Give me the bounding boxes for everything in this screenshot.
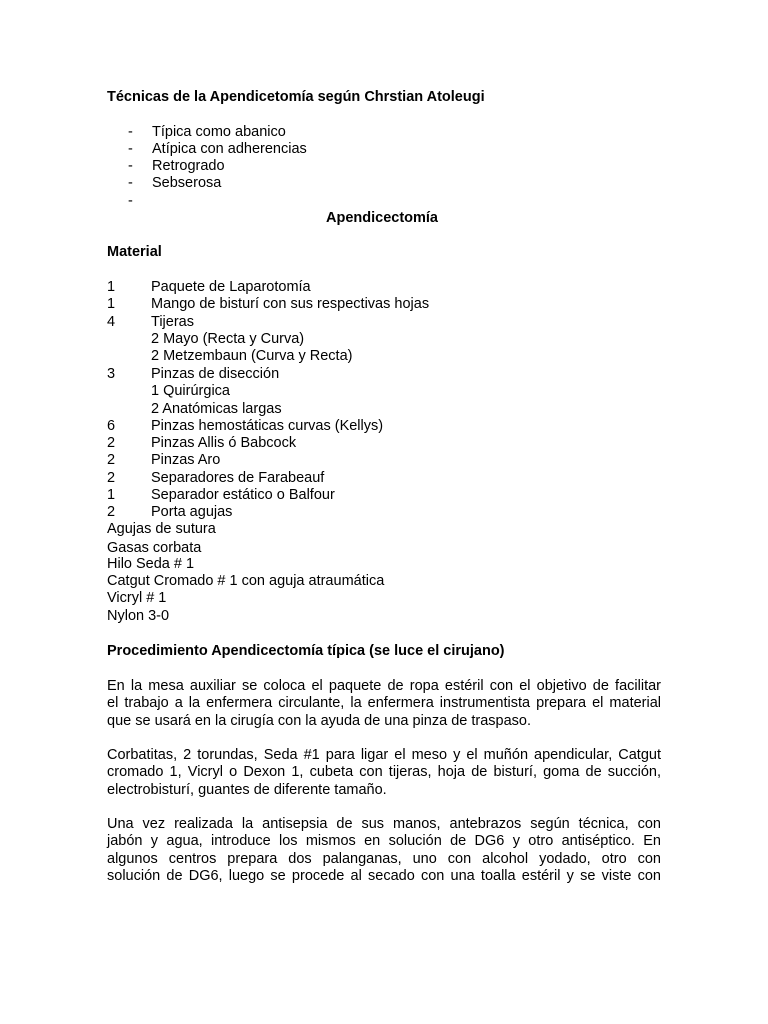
material-row	[107, 366, 667, 383]
procedure-paragraph	[107, 747, 661, 799]
technique-text: Sebserosa	[152, 175, 222, 191]
bullet-dash: -	[128, 193, 133, 209]
paragraph-line: solución de DG6, luego se procede al secado con una toalla estéril y se viste con	[107, 867, 661, 884]
material-qty: 1	[107, 279, 116, 295]
bullet-dash: -	[128, 124, 133, 140]
material-item: 2 Mayo (Recta y Curva)	[151, 331, 305, 347]
supply-item: Catgut Cromado # 1 con aguja atraumática	[107, 573, 385, 589]
material-row	[107, 418, 667, 435]
procedure-heading: Procedimiento Apendicectomía típica (se luce el cirujano)	[107, 643, 505, 659]
material-item: Porta agujas	[151, 504, 233, 520]
material-item: Tijeras	[151, 314, 194, 330]
supply-item: Hilo Seda # 1	[107, 556, 195, 572]
material-row	[107, 435, 667, 452]
material-qty: 3	[107, 366, 116, 382]
technique-text: Típica como abanico	[152, 124, 286, 140]
material-row	[107, 314, 667, 331]
bullet-dash: -	[128, 158, 133, 174]
technique-item	[107, 124, 667, 141]
section-heading: Apendicectomía	[326, 210, 438, 226]
material-qty: 2	[107, 504, 116, 520]
paragraph-line: Corbatitas, 2 torundas, Seda #1 para ligar el meso y el muñón apendicular, Catgut	[107, 747, 661, 763]
technique-text: Atípica con adherencias	[152, 141, 307, 157]
technique-item	[107, 175, 667, 192]
procedure-paragraph	[107, 678, 661, 730]
procedure-paragraph	[107, 816, 661, 885]
material-item: Separador estático o Balfour	[151, 487, 335, 503]
supply-item: Agujas de sutura	[107, 521, 216, 537]
material-qty: 2	[107, 452, 116, 468]
material-item: Pinzas de disección	[151, 366, 280, 382]
paragraph-line: Una vez realizada la antisepsia de sus manos, antebrazos según técnica, con	[107, 816, 661, 832]
technique-item	[107, 193, 667, 210]
supply-item: Gasas corbata	[107, 540, 202, 556]
material-row	[107, 279, 667, 296]
material-item: Separadores de Farabeauf	[151, 470, 325, 486]
material-qty: 2	[107, 435, 116, 451]
material-qty: 1	[107, 487, 116, 503]
paragraph-line: algunos centros prepara dos palanganas, uno con alcohol yodado, otro con	[107, 850, 661, 867]
paragraph-line: jabón y agua, introduce los mismos en solución de DG6 y otro antiséptico. En	[107, 833, 661, 850]
material-row	[107, 383, 667, 400]
material-item: Pinzas Aro	[151, 452, 221, 468]
material-item: 2 Anatómicas largas	[151, 401, 282, 417]
technique-item	[107, 158, 667, 175]
material-row	[107, 452, 667, 469]
paragraph-line: cromado 1, Vicryl o Dexon 1, cubeta con tijeras, hoja de bisturí, goma de succión,	[107, 764, 661, 781]
material-qty: 4	[107, 314, 116, 330]
material-qty: 6	[107, 418, 116, 434]
technique-text: Retrogrado	[152, 158, 225, 174]
material-item: Paquete de Laparotomía	[151, 279, 311, 295]
paragraph-line: que se usará en la cirugía con la ayuda de una pinza de traspaso.	[107, 712, 532, 729]
paragraph-line: el trabajo a la enfermera circulante, la enfermera instrumentista prepara el material	[107, 695, 661, 712]
material-item: Pinzas Allis ó Babcock	[151, 435, 297, 451]
paragraph-line: electrobisturí, guantes de diferente tamaño.	[107, 781, 387, 798]
material-item: 1 Quirúrgica	[151, 383, 230, 399]
material-item: Pinzas hemostáticas curvas (Kellys)	[151, 418, 384, 434]
material-heading: Material	[107, 244, 162, 260]
material-row	[107, 470, 667, 487]
material-row	[107, 331, 667, 348]
technique-item	[107, 141, 667, 158]
material-qty: 2	[107, 470, 116, 486]
bullet-dash: -	[128, 175, 133, 191]
supply-item: Nylon 3-0	[107, 608, 170, 624]
material-row	[107, 401, 667, 418]
material-row	[107, 348, 667, 365]
material-item: Mango de bisturí con sus respectivas hojas	[151, 296, 430, 312]
paragraph-line: En la mesa auxiliar se coloca el paquete de ropa estéril con el objetivo de facilitar	[107, 678, 661, 694]
bullet-dash: -	[128, 141, 133, 157]
document-title: Técnicas de la Apendicetomía según Chrstian Atoleugi	[107, 89, 485, 105]
material-item: 2 Metzembaun (Curva y Recta)	[151, 348, 353, 364]
material-row	[107, 504, 667, 521]
supply-item: Vicryl # 1	[107, 590, 167, 606]
material-row	[107, 296, 667, 313]
material-row	[107, 487, 667, 504]
material-qty: 1	[107, 296, 116, 312]
